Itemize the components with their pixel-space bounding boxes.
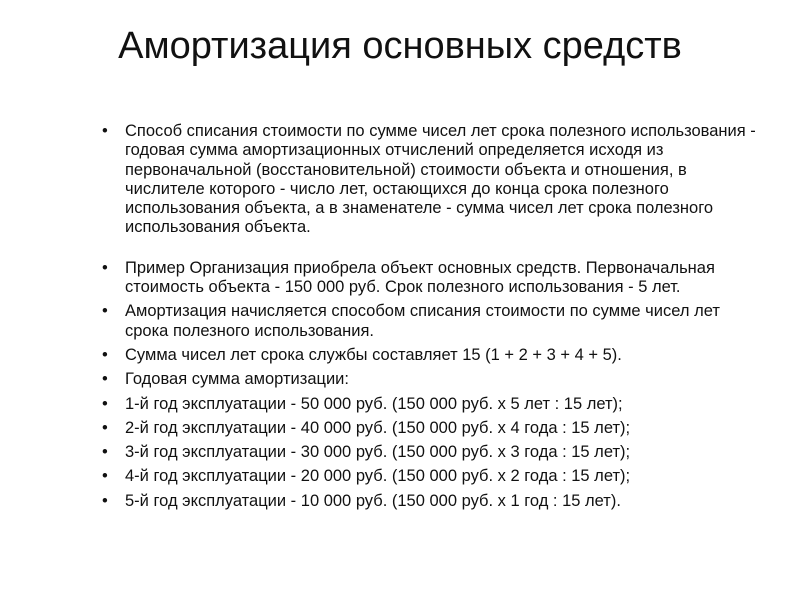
bullet-item-year-5 bbox=[102, 492, 762, 511]
slide-title: Амортизация основных средств bbox=[118, 25, 682, 67]
bullet-item-definition bbox=[102, 122, 762, 238]
bullet-item-sum-of-years bbox=[102, 346, 762, 365]
bullet-text: 2-й год эксплуатации - 40 000 руб. (150 000 руб. х 4 года : 15 лет); bbox=[125, 418, 631, 437]
bullet-text: Способ списания стоимости по сумме чисел лет срока полезного использования - годовая сумма амортизационных отчислений определяется исходя из первоначальной (восстановительной) стоимости объекта и отношения, в числителе которого - число лет, остающихся до конца срока полезного использования объекта, а в знаменателе - сумма чисел лет срока полезного использования объекта. bbox=[125, 122, 756, 237]
bullet-text: Сумма чисел лет срока службы составляет 15 (1 + 2 + 3 + 4 + 5). bbox=[125, 345, 622, 364]
bullet-text: Пример Организация приобрела объект основных средств. Первоначальная стоимость объекта - 150 000 руб. Срок полезного использования - 5 лет. bbox=[125, 258, 715, 297]
bullet-text: 3-й год эксплуатации - 30 000 руб. (150 000 руб. х 3 года : 15 лет); bbox=[125, 443, 631, 462]
bullet-icon: • bbox=[102, 345, 108, 364]
bullet-item-year-2 bbox=[102, 419, 762, 438]
bullet-icon: • bbox=[102, 418, 108, 437]
bullet-icon: • bbox=[102, 467, 108, 486]
bullet-icon: • bbox=[102, 370, 108, 389]
bullet-icon: • bbox=[102, 122, 108, 140]
bullet-item-method bbox=[102, 302, 762, 341]
bullet-item-example bbox=[102, 259, 762, 298]
bullet-list bbox=[102, 122, 762, 516]
bullet-icon: • bbox=[102, 443, 108, 462]
bullet-icon: • bbox=[102, 302, 108, 321]
bullet-text: 5-й год эксплуатации - 10 000 руб. (150 000 руб. х 1 год : 15 лет). bbox=[125, 491, 621, 510]
bullet-text: 4-й год эксплуатации - 20 000 руб. (150 000 руб. х 2 года : 15 лет); bbox=[125, 467, 631, 486]
bullet-text: Амортизация начисляется способом списания стоимости по сумме чисел лет срока полезного использования. bbox=[125, 302, 720, 340]
bullet-text: Годовая сумма амортизации: bbox=[125, 370, 349, 389]
bullet-icon: • bbox=[102, 394, 108, 413]
bullet-icon: • bbox=[102, 491, 108, 510]
bullet-item-annual-heading bbox=[102, 370, 762, 389]
bullet-item-year-1 bbox=[102, 395, 762, 414]
bullet-text: 1-й год эксплуатации - 50 000 руб. (150 000 руб. х 5 лет : 15 лет); bbox=[125, 394, 623, 413]
bullet-icon: • bbox=[102, 258, 108, 277]
bullet-item-year-4 bbox=[102, 467, 762, 486]
bullet-item-year-3 bbox=[102, 443, 762, 462]
